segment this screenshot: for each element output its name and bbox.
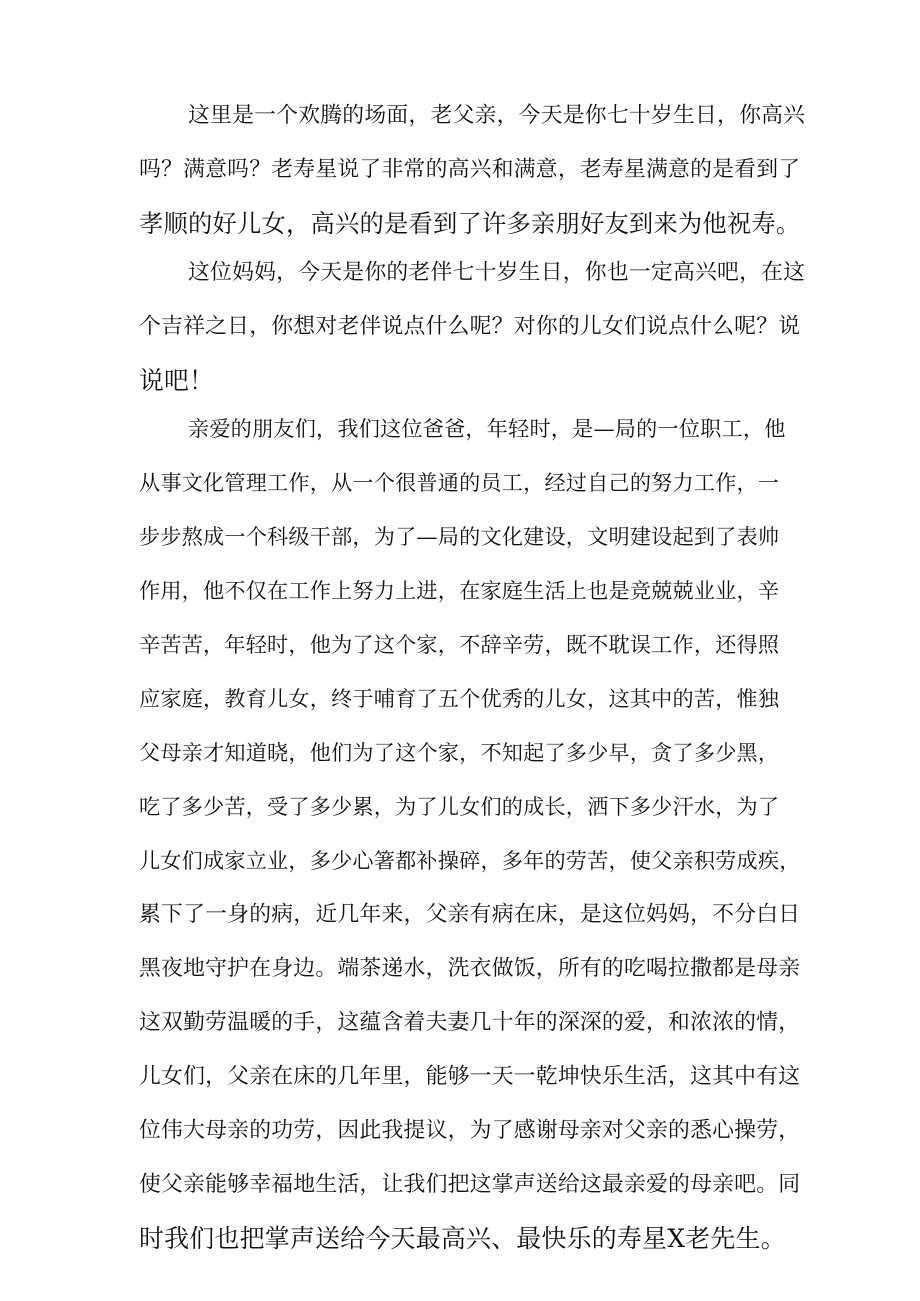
text-line: 个吉祥之日，你想对老伴说点什么呢？对你的儿女们说点什么呢？说 — [139, 314, 801, 339]
text-line: 作用，他不仅在工作上努力上进，在家庭生活上也是竞兢兢业业，辛 — [139, 578, 780, 603]
text-line: 使父亲能够幸福地生活，让我们把这掌声送给这最亲爱的母亲吧。同 — [139, 1172, 801, 1197]
text-line: 累下了一身的病，近几年来，父亲有病在床，是这位妈妈，不分白日 — [139, 902, 801, 927]
text-line: 父母亲才知道晓，他们为了这个家，不知起了多少早，贪了多少黑， — [139, 740, 780, 765]
text-line: 位伟大母亲的功劳，因此我提议，为了感谢母亲对父亲的悉心操劳， — [139, 1118, 801, 1143]
text-line: 这里是一个欢腾的场面，老父亲，今天是你七十岁生日，你高兴 — [188, 103, 806, 128]
paragraph-1 — [139, 89, 805, 251]
text-line: 儿女们成家立业，多少心箸都补操碎，多年的劳苦，使父亲积劳成疾， — [139, 848, 801, 873]
text-line: 黑夜地守护在身边。端茶递水，洗衣做饭，所有的吃喝拉撒都是母亲 — [139, 956, 801, 981]
paragraph-2 — [139, 246, 805, 408]
text-line: 儿女们，父亲在床的几年里，能够一天一乾坤快乐生活，这其中有这 — [139, 1064, 801, 1089]
text-line: 吃了多少苦，受了多少累，为了儿女们的成长，洒下多少汗水，为了 — [139, 794, 780, 819]
paragraph-3 — [139, 402, 801, 1266]
text-line: 应家庭，教育儿女，终于哺育了五个优秀的儿女，这其中的苦，惟独 — [139, 686, 780, 711]
text-line: 这双勤劳温暖的手，这蕴含着夫妻几十年的深深的爱，和浓浓的情， — [139, 1010, 801, 1035]
text-line: 辛苦苦，年轻时，他为了这个家，不辞辛劳，既不耽误工作，还得照 — [139, 632, 780, 657]
text-line: 孝顺的好儿女，高兴的是看到了许多亲朋好友到来为他祝寿。 — [139, 209, 801, 238]
text-line: 吗？满意吗？老寿星说了非常的高兴和满意，老寿星满意的是看到了 — [139, 157, 801, 182]
text-line: 说吧！ — [139, 366, 214, 395]
text-line: 从事文化管理工作，从一个很普通的员工，经过自己的努力工作，一 — [139, 470, 780, 495]
text-line: 步步熬成一个科级干部，为了—局的文化建设，文明建设起到了表帅 — [139, 524, 780, 549]
text-line: 这位妈妈，今天是你的老伴七十岁生日，你也一定高兴吧，在这 — [188, 260, 806, 285]
text-line: 时我们也把掌声送给今天最高兴、最快乐的寿星X老先生。 — [139, 1224, 786, 1253]
text-line: 亲爱的朋友们，我们这位爸爸，年轻时，是—局的一位职工，他 — [188, 416, 786, 441]
